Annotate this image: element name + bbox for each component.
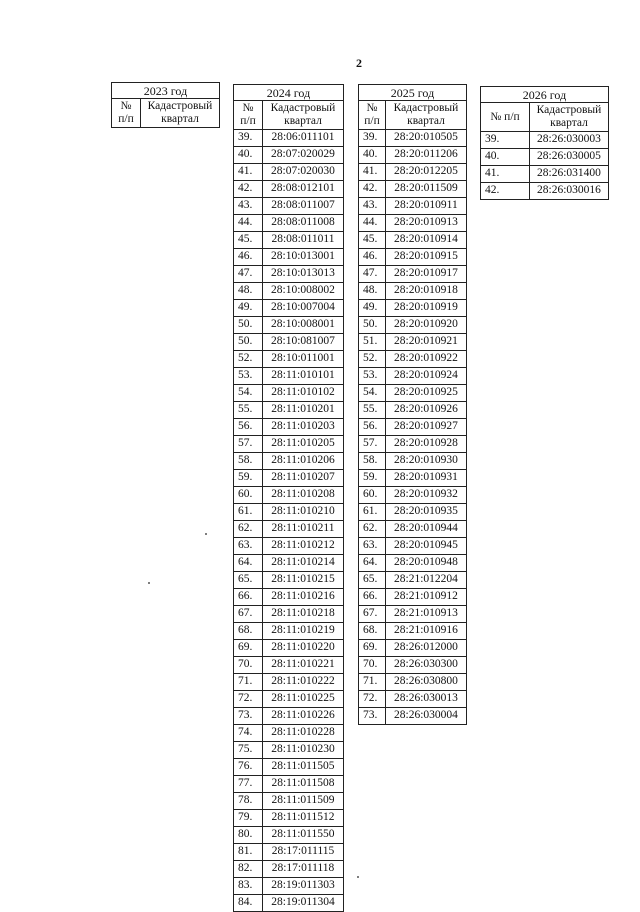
row-number: 77. bbox=[234, 776, 263, 793]
table-row bbox=[359, 708, 467, 725]
cadastral-quarter: 28:11:010214 bbox=[263, 555, 344, 572]
table-row bbox=[481, 183, 609, 200]
cadastral-quarter: 28:26:030013 bbox=[386, 691, 467, 708]
scan-speck bbox=[205, 533, 207, 535]
table-row bbox=[234, 742, 344, 759]
row-number: 65. bbox=[234, 572, 263, 589]
cadastral-quarter: 28:10:008001 bbox=[263, 317, 344, 334]
table-row bbox=[234, 691, 344, 708]
cadastral-quarter: 28:20:010930 bbox=[386, 453, 467, 470]
row-number: 53. bbox=[234, 368, 263, 385]
scan-speck bbox=[148, 582, 150, 584]
cadastral-quarter: 28:21:010916 bbox=[386, 623, 467, 640]
table-row bbox=[234, 657, 344, 674]
table-row bbox=[234, 895, 344, 912]
row-number: 60. bbox=[234, 487, 263, 504]
table-2026 bbox=[480, 86, 609, 200]
cadastral-quarter: 28:20:010922 bbox=[386, 351, 467, 368]
cadastral-quarter: 28:26:030005 bbox=[530, 149, 609, 166]
cadastral-quarter: 28:20:010911 bbox=[386, 198, 467, 215]
row-number: 39. bbox=[359, 130, 386, 147]
cadastral-quarter: 28:21:010912 bbox=[386, 589, 467, 606]
row-number: 42. bbox=[359, 181, 386, 198]
row-number: 79. bbox=[234, 810, 263, 827]
table-row bbox=[234, 164, 344, 181]
cadastral-quarter: 28:20:010914 bbox=[386, 232, 467, 249]
row-number: 48. bbox=[234, 283, 263, 300]
cadastral-quarter: 28:10:007004 bbox=[263, 300, 344, 317]
cadastral-quarter: 28:10:008002 bbox=[263, 283, 344, 300]
row-number: 42. bbox=[481, 183, 530, 200]
table-row bbox=[359, 249, 467, 266]
table-row bbox=[359, 453, 467, 470]
row-number: 74. bbox=[234, 725, 263, 742]
row-number: 56. bbox=[359, 419, 386, 436]
year-header-2026: 2026 год bbox=[481, 87, 609, 103]
table-row bbox=[234, 810, 344, 827]
cadastral-quarter: 28:11:010208 bbox=[263, 487, 344, 504]
table-row bbox=[481, 149, 609, 166]
table-row bbox=[234, 283, 344, 300]
cadastral-quarter: 28:20:010935 bbox=[386, 504, 467, 521]
table-row bbox=[234, 674, 344, 691]
table-row bbox=[359, 487, 467, 504]
table-row bbox=[359, 402, 467, 419]
row-number: 62. bbox=[234, 521, 263, 538]
cadastral-quarter: 28:10:011001 bbox=[263, 351, 344, 368]
cadastral-quarter: 28:20:010925 bbox=[386, 385, 467, 402]
cadastral-quarter: 28:26:012000 bbox=[386, 640, 467, 657]
row-number: 49. bbox=[359, 300, 386, 317]
row-number: 50. bbox=[234, 317, 263, 334]
row-number: 50. bbox=[359, 317, 386, 334]
table-row bbox=[234, 249, 344, 266]
row-number: 67. bbox=[234, 606, 263, 623]
cadastral-quarter: 28:20:010944 bbox=[386, 521, 467, 538]
table-row bbox=[234, 470, 344, 487]
table-row bbox=[234, 487, 344, 504]
table-row bbox=[234, 351, 344, 368]
col-num-header: № п/п bbox=[481, 103, 530, 132]
page-number: 2 bbox=[356, 56, 362, 70]
row-number: 55. bbox=[359, 402, 386, 419]
cadastral-quarter: 28:19:011304 bbox=[263, 895, 344, 912]
cadastral-quarter: 28:11:010221 bbox=[263, 657, 344, 674]
table-row bbox=[234, 844, 344, 861]
cadastral-quarter: 28:11:010225 bbox=[263, 691, 344, 708]
row-number: 59. bbox=[234, 470, 263, 487]
table-row bbox=[359, 470, 467, 487]
row-number: 48. bbox=[359, 283, 386, 300]
cadastral-quarter: 28:11:011508 bbox=[263, 776, 344, 793]
cadastral-quarter: 28:11:010218 bbox=[263, 606, 344, 623]
cadastral-quarter: 28:11:010101 bbox=[263, 368, 344, 385]
cadastral-quarter: 28:11:010212 bbox=[263, 538, 344, 555]
cadastral-quarter: 28:11:010102 bbox=[263, 385, 344, 402]
table-row bbox=[234, 504, 344, 521]
table-row bbox=[234, 317, 344, 334]
cadastral-quarter: 28:11:010226 bbox=[263, 708, 344, 725]
cadastral-quarter: 28:08:011007 bbox=[263, 198, 344, 215]
cadastral-quarter: 28:20:011206 bbox=[386, 147, 467, 164]
cadastral-quarter: 28:26:031400 bbox=[530, 166, 609, 183]
table-row bbox=[359, 215, 467, 232]
cadastral-quarter: 28:20:010926 bbox=[386, 402, 467, 419]
table-row bbox=[234, 419, 344, 436]
row-number: 43. bbox=[234, 198, 263, 215]
row-number: 68. bbox=[234, 623, 263, 640]
table-row bbox=[234, 334, 344, 351]
row-number: 42. bbox=[234, 181, 263, 198]
cadastral-quarter: 28:20:010913 bbox=[386, 215, 467, 232]
table-row bbox=[359, 351, 467, 368]
row-number: 40. bbox=[234, 147, 263, 164]
row-number: 69. bbox=[234, 640, 263, 657]
row-number: 44. bbox=[359, 215, 386, 232]
cadastral-quarter: 28:19:011303 bbox=[263, 878, 344, 895]
cadastral-quarter: 28:20:010505 bbox=[386, 130, 467, 147]
table-row bbox=[359, 589, 467, 606]
cadastral-quarter: 28:08:012101 bbox=[263, 181, 344, 198]
row-number: 75. bbox=[234, 742, 263, 759]
row-number: 61. bbox=[359, 504, 386, 521]
table-row bbox=[234, 589, 344, 606]
row-number: 60. bbox=[359, 487, 386, 504]
cadastral-quarter: 28:26:030003 bbox=[530, 132, 609, 149]
table-row bbox=[234, 572, 344, 589]
table-row bbox=[234, 623, 344, 640]
table-row bbox=[359, 266, 467, 283]
table-row bbox=[234, 793, 344, 810]
table-row bbox=[234, 402, 344, 419]
cadastral-quarter: 28:11:010219 bbox=[263, 623, 344, 640]
row-number: 65. bbox=[359, 572, 386, 589]
table-2024 bbox=[233, 84, 344, 912]
table-row bbox=[359, 674, 467, 691]
table-row bbox=[359, 606, 467, 623]
cadastral-quarter: 28:11:010205 bbox=[263, 436, 344, 453]
row-number: 50. bbox=[234, 334, 263, 351]
cadastral-quarter: 28:20:010920 bbox=[386, 317, 467, 334]
table-row bbox=[234, 640, 344, 657]
row-number: 39. bbox=[234, 130, 263, 147]
row-number: 53. bbox=[359, 368, 386, 385]
row-number: 39. bbox=[481, 132, 530, 149]
row-number: 58. bbox=[359, 453, 386, 470]
cadastral-quarter: 28:11:011512 bbox=[263, 810, 344, 827]
table-row bbox=[234, 538, 344, 555]
row-number: 40. bbox=[481, 149, 530, 166]
table-row bbox=[234, 147, 344, 164]
table-row bbox=[481, 166, 609, 183]
table-row bbox=[359, 419, 467, 436]
table-row bbox=[359, 283, 467, 300]
cadastral-quarter: 28:17:011115 bbox=[263, 844, 344, 861]
row-number: 55. bbox=[234, 402, 263, 419]
table-row bbox=[359, 368, 467, 385]
cadastral-quarter: 28:10:081007 bbox=[263, 334, 344, 351]
row-number: 46. bbox=[234, 249, 263, 266]
row-number: 41. bbox=[234, 164, 263, 181]
row-number: 70. bbox=[234, 657, 263, 674]
table-row bbox=[234, 181, 344, 198]
table-row bbox=[359, 555, 467, 572]
col-cadastral-header: Кадастровый квартал bbox=[386, 101, 467, 130]
table-row bbox=[234, 555, 344, 572]
row-number: 61. bbox=[234, 504, 263, 521]
col-num-header: № п/п bbox=[112, 99, 141, 128]
table-2023 bbox=[111, 82, 220, 128]
table-row bbox=[359, 181, 467, 198]
row-number: 67. bbox=[359, 606, 386, 623]
table-row bbox=[234, 827, 344, 844]
table-row bbox=[234, 130, 344, 147]
cadastral-quarter: 28:10:013001 bbox=[263, 249, 344, 266]
cadastral-quarter: 28:26:030016 bbox=[530, 183, 609, 200]
col-cadastral-header: Кадастровый квартал bbox=[141, 99, 220, 128]
row-number: 49. bbox=[234, 300, 263, 317]
row-number: 66. bbox=[234, 589, 263, 606]
table-row bbox=[234, 232, 344, 249]
row-number: 82. bbox=[234, 861, 263, 878]
table-row bbox=[359, 232, 467, 249]
row-number: 71. bbox=[359, 674, 386, 691]
cadastral-quarter: 28:11:010222 bbox=[263, 674, 344, 691]
cadastral-quarter: 28:11:010201 bbox=[263, 402, 344, 419]
table-row bbox=[234, 776, 344, 793]
col-num-header: № п/п bbox=[234, 101, 263, 130]
col-num-header: № п/п bbox=[359, 101, 386, 130]
row-number: 44. bbox=[234, 215, 263, 232]
table-row bbox=[234, 878, 344, 895]
row-number: 47. bbox=[359, 266, 386, 283]
row-number: 57. bbox=[359, 436, 386, 453]
table-row bbox=[359, 147, 467, 164]
table-row bbox=[234, 453, 344, 470]
table-row bbox=[359, 334, 467, 351]
cadastral-quarter: 28:17:011118 bbox=[263, 861, 344, 878]
cadastral-quarter: 28:08:011011 bbox=[263, 232, 344, 249]
row-number: 72. bbox=[234, 691, 263, 708]
row-number: 51. bbox=[359, 334, 386, 351]
cadastral-quarter: 28:11:010203 bbox=[263, 419, 344, 436]
cadastral-quarter: 28:20:011509 bbox=[386, 181, 467, 198]
cadastral-quarter: 28:21:010913 bbox=[386, 606, 467, 623]
row-number: 54. bbox=[359, 385, 386, 402]
table-row bbox=[359, 164, 467, 181]
row-number: 62. bbox=[359, 521, 386, 538]
table-row bbox=[234, 725, 344, 742]
table-row bbox=[359, 385, 467, 402]
table-row bbox=[481, 132, 609, 149]
cadastral-quarter: 28:20:010917 bbox=[386, 266, 467, 283]
row-number: 64. bbox=[234, 555, 263, 572]
year-header-2023: 2023 год bbox=[112, 83, 220, 99]
scan-speck bbox=[357, 876, 359, 878]
year-header-2024: 2024 год bbox=[234, 85, 344, 101]
table-row bbox=[234, 861, 344, 878]
cadastral-quarter: 28:11:010215 bbox=[263, 572, 344, 589]
cadastral-quarter: 28:20:010915 bbox=[386, 249, 467, 266]
cadastral-quarter: 28:11:010216 bbox=[263, 589, 344, 606]
cadastral-quarter: 28:20:010945 bbox=[386, 538, 467, 555]
table-row bbox=[234, 215, 344, 232]
cadastral-quarter: 28:11:010206 bbox=[263, 453, 344, 470]
cadastral-quarter: 28:20:010928 bbox=[386, 436, 467, 453]
cadastral-quarter: 28:11:010228 bbox=[263, 725, 344, 742]
cadastral-quarter: 28:11:010220 bbox=[263, 640, 344, 657]
row-number: 64. bbox=[359, 555, 386, 572]
table-row bbox=[234, 521, 344, 538]
cadastral-quarter: 28:11:010207 bbox=[263, 470, 344, 487]
row-number: 83. bbox=[234, 878, 263, 895]
table-row bbox=[359, 623, 467, 640]
row-number: 63. bbox=[359, 538, 386, 555]
row-number: 54. bbox=[234, 385, 263, 402]
cadastral-quarter: 28:11:011505 bbox=[263, 759, 344, 776]
table-row bbox=[234, 759, 344, 776]
cadastral-quarter: 28:08:011008 bbox=[263, 215, 344, 232]
cadastral-quarter: 28:20:010924 bbox=[386, 368, 467, 385]
table-row bbox=[359, 130, 467, 147]
cadastral-quarter: 28:26:030800 bbox=[386, 674, 467, 691]
cadastral-quarter: 28:11:010211 bbox=[263, 521, 344, 538]
col-cadastral-header: Кадастровый квартал bbox=[530, 103, 609, 132]
row-number: 73. bbox=[234, 708, 263, 725]
row-number: 69. bbox=[359, 640, 386, 657]
table-row bbox=[234, 198, 344, 215]
row-number: 70. bbox=[359, 657, 386, 674]
table-row bbox=[359, 521, 467, 538]
row-number: 73. bbox=[359, 708, 386, 725]
row-number: 84. bbox=[234, 895, 263, 912]
cadastral-quarter: 28:26:030300 bbox=[386, 657, 467, 674]
cadastral-quarter: 28:11:010230 bbox=[263, 742, 344, 759]
table-row bbox=[359, 317, 467, 334]
table-row bbox=[359, 572, 467, 589]
cadastral-quarter: 28:11:011509 bbox=[263, 793, 344, 810]
table-row bbox=[234, 368, 344, 385]
cadastral-quarter: 28:07:020030 bbox=[263, 164, 344, 181]
year-header-2025: 2025 год bbox=[359, 85, 467, 101]
row-number: 45. bbox=[234, 232, 263, 249]
row-number: 66. bbox=[359, 589, 386, 606]
table-row bbox=[359, 657, 467, 674]
cadastral-quarter: 28:21:012204 bbox=[386, 572, 467, 589]
row-number: 41. bbox=[359, 164, 386, 181]
cadastral-quarter: 28:20:010931 bbox=[386, 470, 467, 487]
cadastral-quarter: 28:20:010948 bbox=[386, 555, 467, 572]
table-row bbox=[234, 436, 344, 453]
row-number: 52. bbox=[359, 351, 386, 368]
table-row bbox=[359, 504, 467, 521]
row-number: 40. bbox=[359, 147, 386, 164]
table-row bbox=[234, 606, 344, 623]
table-row bbox=[359, 198, 467, 215]
cadastral-quarter: 28:07:020029 bbox=[263, 147, 344, 164]
row-number: 45. bbox=[359, 232, 386, 249]
row-number: 63. bbox=[234, 538, 263, 555]
cadastral-quarter: 28:20:010932 bbox=[386, 487, 467, 504]
cadastral-quarter: 28:26:030004 bbox=[386, 708, 467, 725]
row-number: 56. bbox=[234, 419, 263, 436]
row-number: 76. bbox=[234, 759, 263, 776]
row-number: 81. bbox=[234, 844, 263, 861]
table-row bbox=[359, 640, 467, 657]
cadastral-quarter: 28:20:012205 bbox=[386, 164, 467, 181]
row-number: 68. bbox=[359, 623, 386, 640]
cadastral-quarter: 28:20:010919 bbox=[386, 300, 467, 317]
table-row bbox=[234, 708, 344, 725]
row-number: 71. bbox=[234, 674, 263, 691]
row-number: 58. bbox=[234, 453, 263, 470]
table-row bbox=[234, 300, 344, 317]
row-number: 52. bbox=[234, 351, 263, 368]
row-number: 59. bbox=[359, 470, 386, 487]
cadastral-quarter: 28:10:013013 bbox=[263, 266, 344, 283]
col-cadastral-header: Кадастровый квартал bbox=[263, 101, 344, 130]
table-2025 bbox=[358, 84, 467, 725]
table-row bbox=[234, 266, 344, 283]
row-number: 47. bbox=[234, 266, 263, 283]
row-number: 43. bbox=[359, 198, 386, 215]
cadastral-quarter: 28:20:010927 bbox=[386, 419, 467, 436]
row-number: 72. bbox=[359, 691, 386, 708]
cadastral-quarter: 28:11:010210 bbox=[263, 504, 344, 521]
cadastral-quarter: 28:20:010918 bbox=[386, 283, 467, 300]
cadastral-quarter: 28:11:011550 bbox=[263, 827, 344, 844]
cadastral-quarter: 28:20:010921 bbox=[386, 334, 467, 351]
row-number: 41. bbox=[481, 166, 530, 183]
table-row bbox=[359, 538, 467, 555]
row-number: 80. bbox=[234, 827, 263, 844]
table-row bbox=[359, 691, 467, 708]
row-number: 46. bbox=[359, 249, 386, 266]
table-row bbox=[234, 385, 344, 402]
row-number: 57. bbox=[234, 436, 263, 453]
table-row bbox=[359, 300, 467, 317]
cadastral-quarter: 28:06:011101 bbox=[263, 130, 344, 147]
table-row bbox=[359, 436, 467, 453]
row-number: 78. bbox=[234, 793, 263, 810]
